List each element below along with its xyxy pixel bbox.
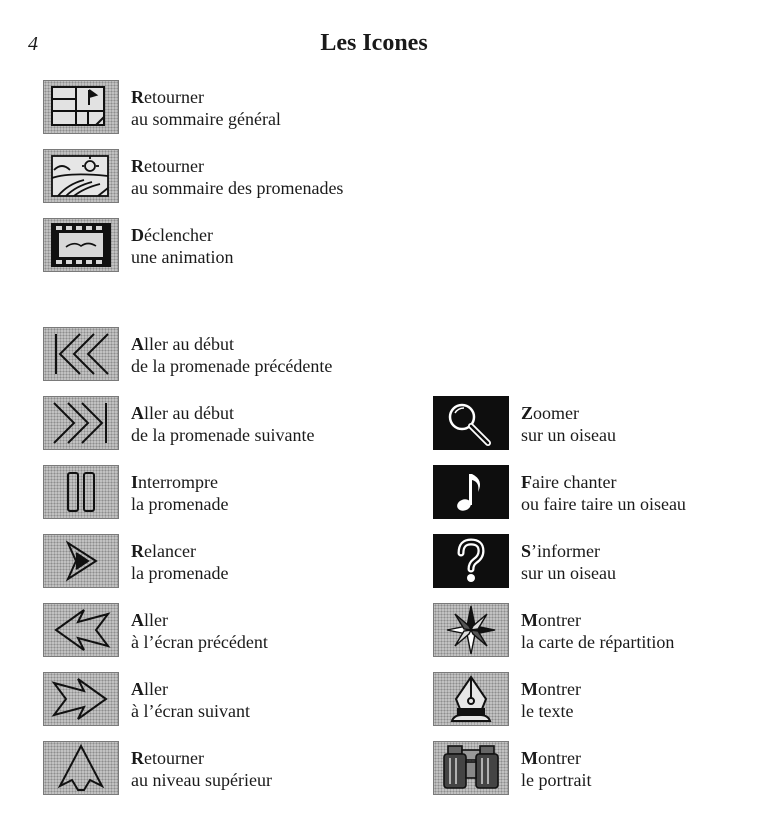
entry-description: le portrait (521, 770, 592, 790)
entry-initial: Z (521, 403, 534, 423)
entry-title: aire chanter (532, 472, 617, 492)
pause-icon (43, 465, 119, 519)
page-number: 4 (28, 33, 38, 55)
entry-description: au sommaire des promenades (131, 178, 344, 198)
entry-title: ontrer (538, 748, 581, 768)
general-summary-icon (43, 80, 119, 134)
entry-title: ller (144, 610, 168, 630)
legend-entry-animation (43, 218, 383, 274)
binoculars-icon (433, 741, 509, 795)
entry-description: de la promenade précédente (131, 356, 333, 376)
entry-description: à l’écran suivant (131, 701, 250, 721)
entry-description: une animation (131, 247, 234, 267)
entry-initial: M (521, 748, 538, 768)
entry-initial: F (521, 472, 532, 492)
entry-title: ller au début (144, 334, 234, 354)
entry-description: à l’écran précédent (131, 632, 268, 652)
legend-entry-portrait (433, 741, 753, 797)
entry-description: de la promenade suivante (131, 425, 315, 445)
entry-title: etourner (144, 156, 204, 176)
entry-description: ou faire taire un oiseau (521, 494, 686, 514)
entry-title: ller (144, 679, 168, 699)
entry-title: ontrer (538, 610, 581, 630)
entry-initial: A (131, 334, 144, 354)
entry-initial: A (131, 679, 144, 699)
fountain-pen-icon (433, 672, 509, 726)
entry-initial: M (521, 610, 538, 630)
entry-title: etourner (144, 748, 204, 768)
entry-initial: M (521, 679, 538, 699)
entry-initial: R (131, 156, 144, 176)
entry-initial: D (131, 225, 144, 245)
play-icon (43, 534, 119, 588)
entry-description: le texte (521, 701, 574, 721)
entry-description: la promenade (131, 494, 229, 514)
entry-title: ’informer (531, 541, 600, 561)
entry-description: au niveau supérieur (131, 770, 272, 790)
legend-entry-map (433, 603, 753, 659)
entry-initial: I (131, 472, 139, 492)
legend-entry-text (433, 672, 753, 728)
arrow-left-icon (43, 603, 119, 657)
legend-entry-walks-summary (43, 149, 403, 205)
music-note-icon (433, 465, 509, 519)
entry-description: la promenade (131, 563, 229, 583)
entry-description: la carte de répartition (521, 632, 675, 652)
page-title: Les Icones (320, 30, 428, 56)
question-mark-icon (433, 534, 509, 588)
entry-initial: R (131, 748, 144, 768)
legend-entry-upper-level (43, 741, 383, 797)
entry-title: etourner (144, 87, 204, 107)
magnifier-icon (433, 396, 509, 450)
entry-initial: R (131, 541, 144, 561)
film-animation-icon (43, 218, 119, 272)
legend-entry-previous-walk (43, 327, 383, 383)
legend-entry-zoom (433, 396, 753, 452)
entry-title: éclencher (144, 225, 213, 245)
entry-title: oomer (533, 403, 579, 423)
entry-description: sur un oiseau (521, 563, 616, 583)
entry-initial: A (131, 403, 144, 423)
rewind-icon (43, 327, 119, 381)
legend-entry-sound (433, 465, 753, 521)
legend-entry-info (433, 534, 753, 590)
legend-entry-resume (43, 534, 383, 590)
fast-forward-icon (43, 396, 119, 450)
legend-entry-general-summary (43, 80, 383, 136)
entry-title: ller au début (144, 403, 234, 423)
entry-title: ontrer (538, 679, 581, 699)
legend-entry-pause (43, 465, 383, 521)
entry-title: elancer (144, 541, 196, 561)
legend-entry-next-walk (43, 396, 383, 452)
legend-entry-next-screen (43, 672, 383, 728)
arrow-right-icon (43, 672, 119, 726)
compass-rose-icon (433, 603, 509, 657)
entry-initial: S (521, 541, 532, 561)
entry-description: sur un oiseau (521, 425, 616, 445)
entry-initial: A (131, 610, 144, 630)
arrow-up-icon (43, 741, 119, 795)
legend-entry-previous-screen (43, 603, 383, 659)
entry-title: nterrompre (138, 472, 218, 492)
walks-summary-icon (43, 149, 119, 203)
entry-description: au sommaire général (131, 109, 281, 129)
entry-initial: R (131, 87, 144, 107)
